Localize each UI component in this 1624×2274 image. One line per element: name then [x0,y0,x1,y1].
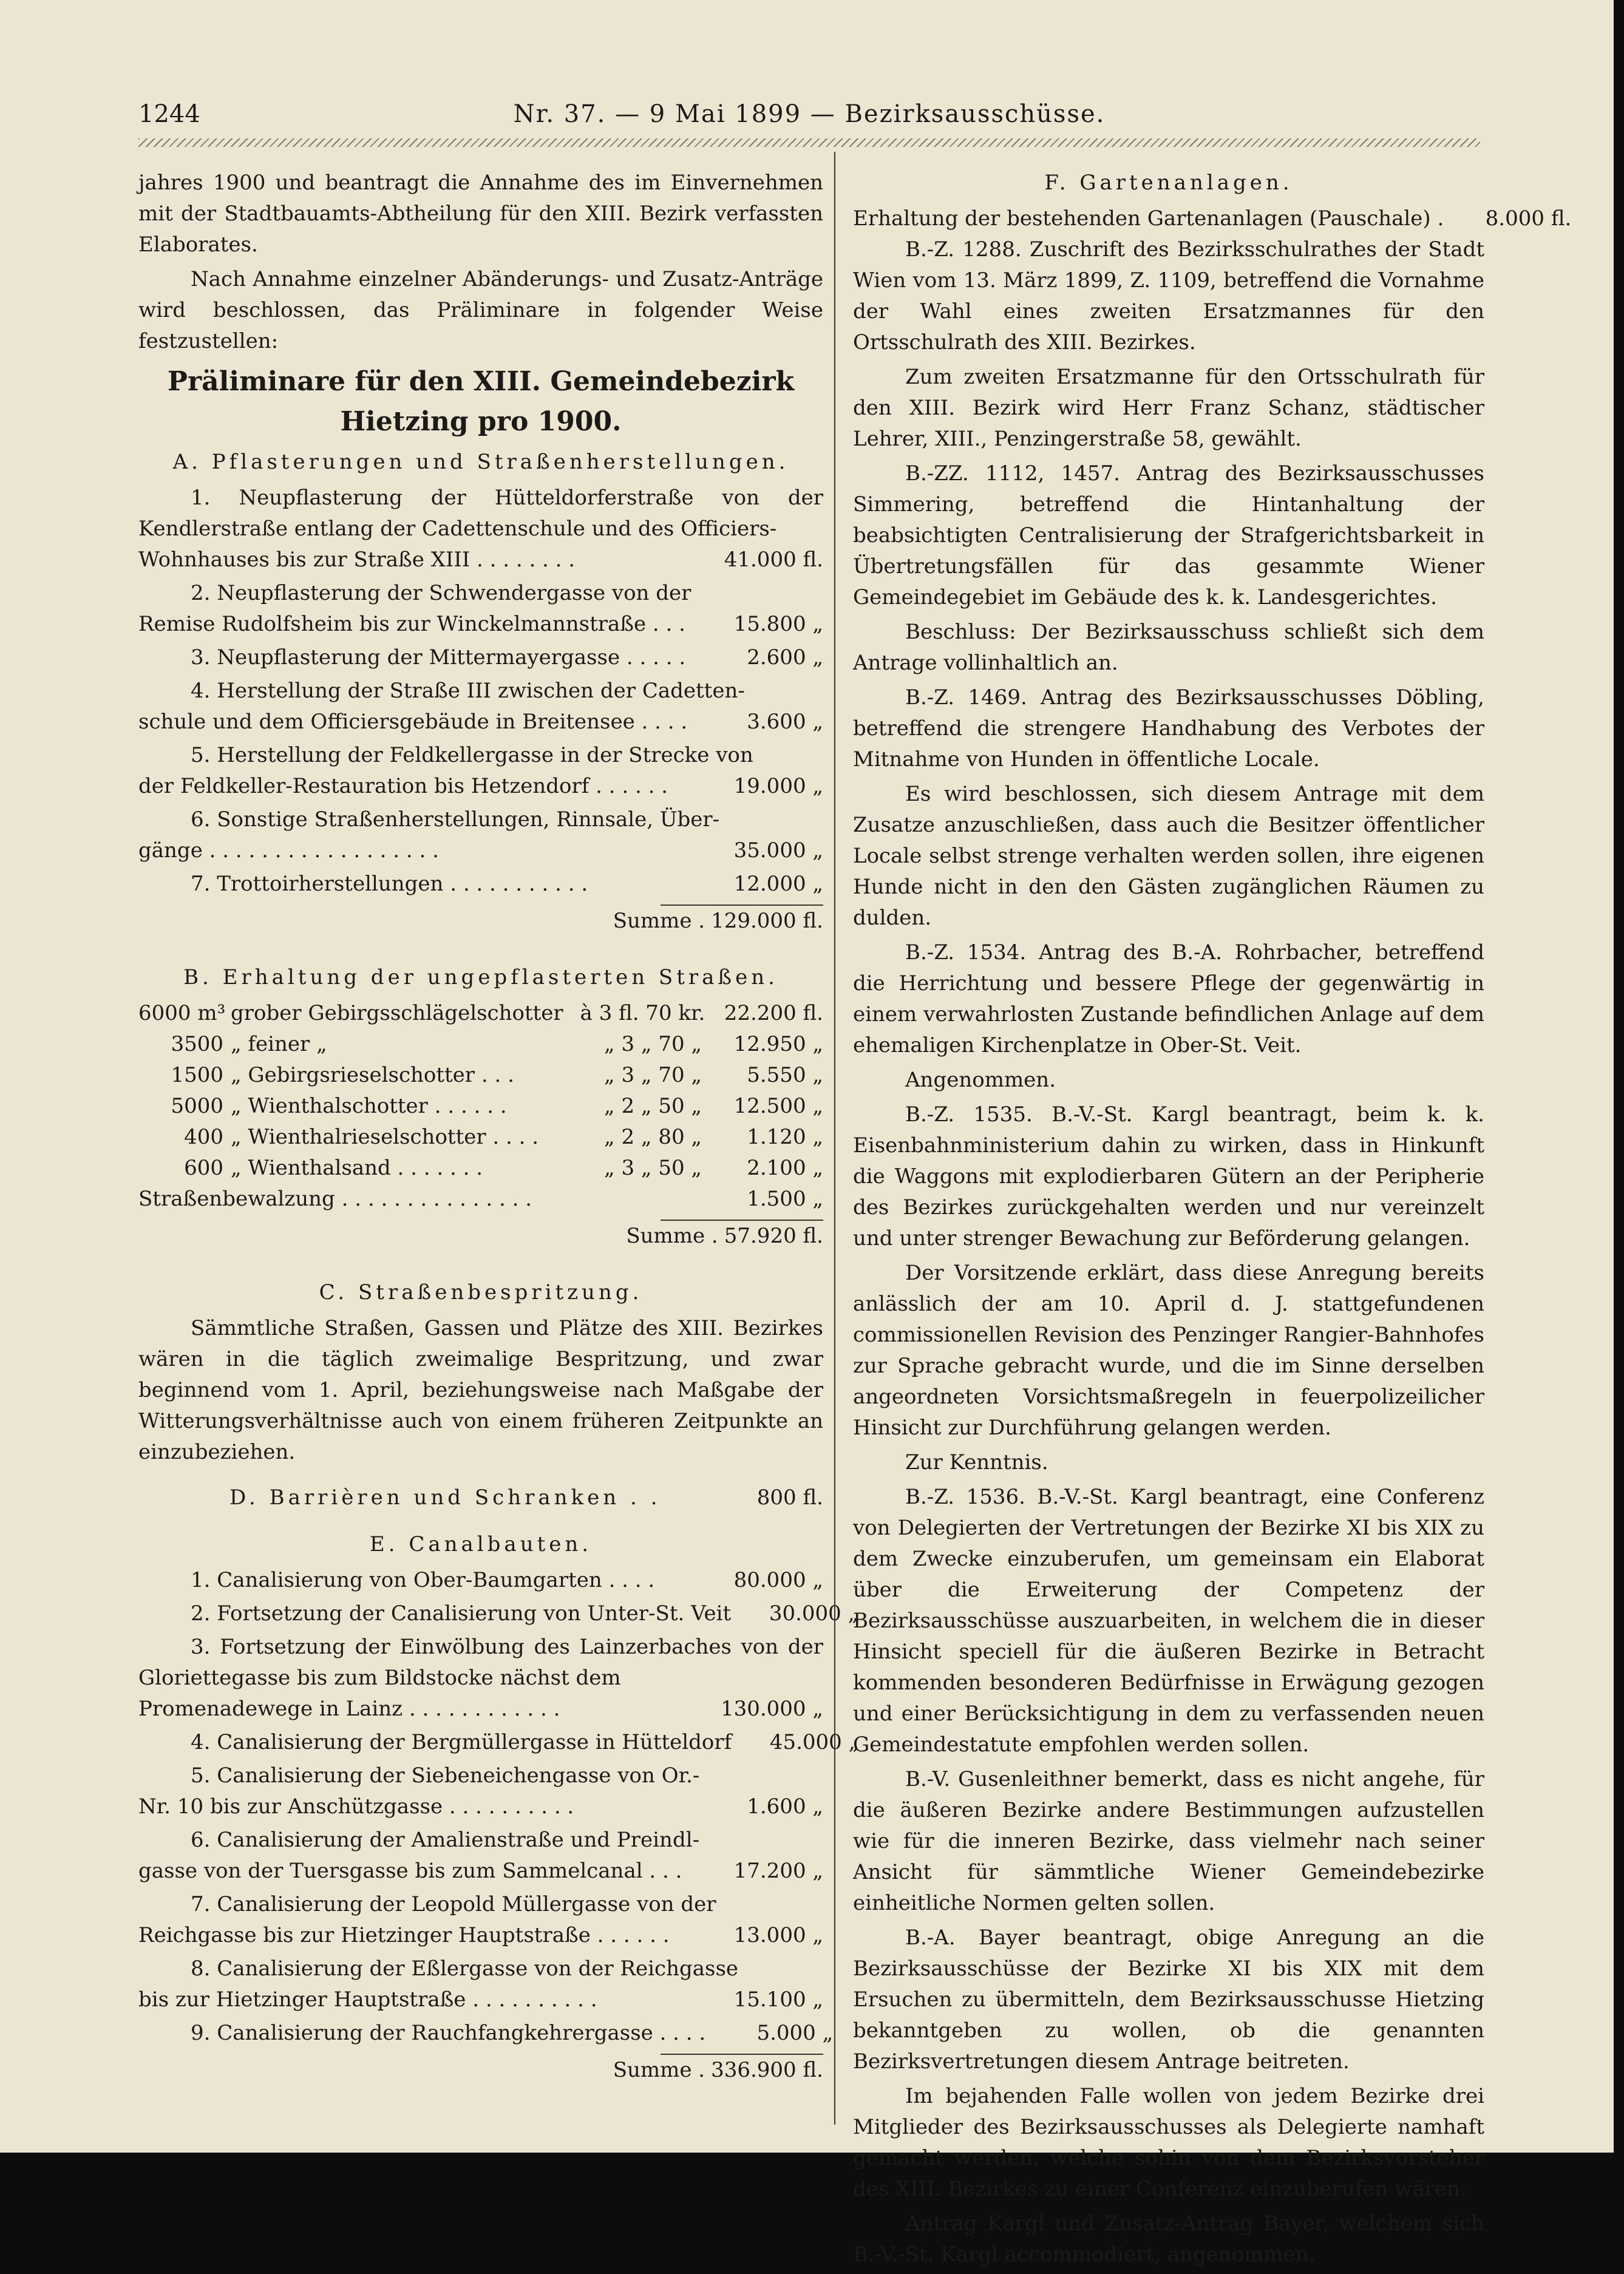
budget-item-amount: 35.000 „ [733,838,823,863]
gravel-material: „ Wienthalschotter . . . . . . [231,1094,507,1118]
minutes-paragraph: Zur Kenntnis. [905,1450,1048,1475]
budget-item-amount: 80.000 „ [733,1568,823,1592]
budget-item [138,483,823,575]
budget-item-amount: 15.100 „ [733,1987,823,2012]
budget-item-row [138,771,823,802]
budget-item-amount: 15.800 „ [733,612,823,636]
section-b-title: B. Erhaltung der ungepflasterten Straßen. [183,965,778,989]
gravel-row [138,1153,823,1184]
section-f-amount: 8.000 fl. [1485,206,1572,231]
gravel-row [138,1029,823,1060]
minutes-paragraph: B.-V. Gusenleithner bemerkt, dass es nicht angehe, für die äußeren Bezirke andere Bestimmungen aufzustellen wie für die inneren Bezirke, dass vielmehr nach seiner Ansicht für sämmtliche Wiener Gemeindebezirke einheitliche Normen gelten sollen. [853,1767,1484,1915]
gravel-quantity: 5000 [171,1094,223,1118]
gravel-amount: 22.200 fl. [724,1001,823,1025]
left-column [138,168,860,2086]
budget-item-row [138,642,823,673]
minutes-paragraph: B.-Z. 1534. Antrag des B.-A. Rohrbacher, betreffend die Herrichtung und bessere Pflege der gegenwärtig in einem verwahrlosten Zustande befindlichen Anlage auf dem ehemaligen Kirchenplatze in Ober-St. Veit. [853,940,1484,1057]
gravel-price: „ 2 „ 50 „ [604,1094,702,1118]
budget-item-text: der Feldkeller-Restauration bis Hetzendorf . . . . . . [138,774,668,798]
minutes-paragraph: B.-ZZ. 1112, 1457. Antrag des Bezirksausschusses Simmering, betreffend die Hintanhaltung der beabsichtigten Centralisierung der Strafgerichtsbarkeit in Übertretungsfällen für das gesammte Wiener Gemeindegebiet im Gebäude des k. k. Landesgerichtes. [853,461,1484,609]
minutes-paragraph: Zum zweiten Ersatzmanne für den Ortsschulrath für den XIII. Bezirk wird Herr Franz Schanz, städtischer Lehrer, XIII., Penzingerstraße 58, gewählt. [853,365,1484,451]
budget-item-text: Wohnhauses bis zur Straße XIII . . . . . . . . [138,548,576,572]
budget-item-text: bis zur Hietzinger Hauptstraße . . . . . . . . . . [138,1987,597,2012]
budget-item [138,578,823,640]
budget-item [138,869,823,900]
minutes-paragraph: B.-Z. 1469. Antrag des Bezirksausschusses Döbling, betreffend die strengere Handhabung des Verbotes der Mitnahme von Hunden in öffentliche Locale. [853,685,1484,772]
right-column [853,168,1572,2274]
minutes-paragraph: B.-Z. 1535. B.-V.-St. Kargl beantragt, beim k. k. Eisenbahnministerium dahin zu wirken, dass in Hinkunft die Waggons mit explodierbaren Gütern an der Peripherie des Bezirkes zurückgehalten werden und nur vereinzelt und unter strenger Bewachung zur Beförderung gelangen. [853,1102,1484,1251]
gravel-quantity: 1500 [171,1063,223,1087]
budget-item-row [138,2018,834,2049]
budget-item-amount: 5.000 „ [756,2021,834,2045]
budget-item-text: gasse von der Tuersgasse bis zum Sammelcanal . . . [138,1859,682,1883]
budget-item-amount: 2.600 „ [747,645,823,670]
right-paragraphs [853,234,1484,2270]
budget-item [138,1825,823,1887]
budget-item [138,804,823,866]
budget-item-row [138,1984,823,2015]
budget-item-text: 1. Neupflasterung der Hütteldorferstraße von der Kendlerstraße entlang der Cadettenschule und des Officiers- [138,486,823,541]
budget-item-text: 5. Herstellung der Feldkellergasse in der Strecke von [191,743,753,767]
budget-item-amount: 17.200 „ [733,1859,823,1883]
budget-item [138,642,823,673]
section-b-sum [138,1221,823,1252]
gravel-material: „ Gebirgsrieselschotter . . . [231,1063,514,1087]
budget-item-row [138,1791,823,1822]
gravel-price: „ 3 „ 70 „ [604,1063,702,1087]
budget-item-amount: 45.000 „ [769,1730,860,1754]
gravel-row [138,1091,823,1122]
budget-item-row [138,707,823,738]
gravel-price: à 3 fl. 70 kr. [580,1001,705,1025]
section-c-title: C. Straßenbespritzung. [319,1280,643,1305]
resolution-paragraph: Nach Annahme einzelner Abänderungs- und Zusatz-Anträge wird beschlossen, das Präliminare in folgender Weise festzustellen: [138,267,823,353]
minutes-paragraph: B.-A. Bayer beantragt, obige Anregung an die Bezirksausschüsse der Bezirke XI bis XIX mit dem Ersuchen zu übermitteln, dem Bezirksausschusse Hietzing bekanntgeben zu wollen, ob die genannten Bezirksvertretungen diesem Antrage beitreten. [853,1926,1484,2074]
gravel-quantity: 3500 [171,1032,223,1056]
budget-item-row [138,1565,823,1596]
budget-item [138,1760,823,1822]
gravel-amount: 12.500 „ [733,1094,823,1118]
budget-item-text: 9. Canalisierung der Rauchfangkehrergasse . . . . [191,2021,706,2045]
budget-item [138,1889,823,1951]
budget-item [138,1598,859,1629]
sum-label: Summe . [626,1224,718,1248]
budget-item-amount: 13.000 „ [733,1923,823,1947]
minutes-paragraph: Antrag Kargl und Zusatz-Antrag Bayer, welchem sich B.-V.-St. Kargl accommodiert, angenommen. [853,2211,1484,2267]
budget-item-row [138,1727,860,1758]
section-b-rows [138,998,823,1184]
budget-item [138,1565,823,1596]
gravel-amount: 5.550 „ [747,1063,823,1087]
gravel-material: „ Wienthalrieselschotter . . . . [231,1125,539,1149]
gravel-quantity: 400 [184,1125,223,1149]
budget-item-amount: 3.600 „ [747,710,823,734]
running-head: Nr. 37. — 9 Mai 1899 — Bezirksausschüsse. [513,100,1106,128]
gravel-row [138,1060,823,1091]
budget-item-amount: 30.000 „ [769,1601,859,1626]
gravel-amount: 2.100 „ [747,1156,823,1180]
budget-item-text: 3. Neupflasterung der Mittermayergasse . . . . . [191,645,686,670]
budget-item-row [138,1920,823,1951]
budget-item [138,676,823,738]
budget-item-text: 4. Canalisierung der Bergmüllergasse in Hütteldorf [191,1730,732,1754]
budget-item-text: gänge . . . . . . . . . . . . . . . . . . [138,838,439,863]
road-rolling-row [138,1184,823,1215]
section-a-title: A. Pflasterungen und Straßenherstellungen. [172,450,789,474]
section-f-title: F. Gartenanlagen. [1044,171,1293,195]
header-rule [138,138,1480,147]
minutes-paragraph: Es wird beschlossen, sich diesem Antrage mit dem Zusatze anzuschließen, dass auch die Besitzer öffentlicher Locale selbst strenge verhalten werden sollen, ihre eigenen Hunde nicht in den den Gästen zugänglichen Räumen zu dulden. [853,782,1484,930]
budget-item-text: 7. Trottoirherstellungen . . . . . . . . . . . [191,872,588,896]
gravel-amount: 1.120 „ [747,1125,823,1149]
budget-item-text: 6. Sonstige Straßenherstellungen, Rinnsale, Über- [191,807,720,832]
section-d-amount: 800 fl. [756,1485,823,1510]
budget-item-amount: 19.000 „ [733,774,823,798]
budget-item-text: 5. Canalisierung der Siebeneichengasse von Or.- [191,1763,700,1788]
intro-paragraph: jahres 1900 und beantragt die Annahme des im Einvernehmen mit der Stadtbauamts-Abtheilung für den XIII. Bezirk verfassten Elaborates. [138,171,823,257]
budget-item-text: Nr. 10 bis zur Anschützgasse . . . . . . . . . . [138,1794,574,1819]
road-rolling-label: Straßenbewalzung . . . . . . . . . . . . . . . [138,1187,532,1211]
budget-item-text: 8. Canalisierung der Eßlergasse von der Reichgasse [191,1957,739,1981]
gravel-quantity: 6000 m³ [138,1001,226,1025]
section-a-items [138,483,823,900]
budget-item-amount: 41.000 fl. [724,548,823,572]
minutes-paragraph: B.-Z. 1288. Zuschrift des Bezirksschulrathes der Stadt Wien vom 13. März 1899, Z. 1109, betreffend die Vornahme der Wahl eines zweiten Ersatzmannes für den Ortsschulrath des XIII. Bezirkes. [853,237,1484,355]
sum-label: Summe . [613,2058,705,2082]
gravel-material: grober Gebirgsschlägelschotter [231,1001,563,1025]
budget-item-row [138,1694,823,1725]
budget-item [138,1632,823,1725]
budget-item-amount: 130.000 „ [720,1697,823,1721]
budget-item-amount: 12.000 „ [733,872,823,896]
section-f-label: Erhaltung der bestehenden Gartenanlagen (Pauschale) . [853,206,1444,231]
budget-item-row [138,1856,823,1887]
budget-item-row [138,869,823,900]
budget-title: Präliminare für den XIII. Gemeindebezirk Hietzing pro 1900. [167,366,795,437]
sum-label: Summe . [613,909,705,933]
section-c-text: Sämmtliche Straßen, Gassen und Plätze des XIII. Bezirkes wären in die täglich zweimalige Bespritzung, und zwar beginnend vom 1. April, beziehungsweise nach Maßgabe der Witterungsverhältnisse auch von einem früheren Zeitpunkte an einzubeziehen. [138,1316,823,1464]
gravel-price: „ 2 „ 80 „ [604,1125,702,1149]
budget-item-text: 4. Herstellung der Straße III zwischen der Cadetten- [191,679,745,703]
budget-item-row [138,1598,859,1629]
gravel-quantity: 600 [184,1156,223,1180]
budget-item-text: 6. Canalisierung der Amalienstraße und Preindl- [191,1828,700,1852]
budget-item-text: 1. Canalisierung von Ober-Baumgarten . . . . [191,1568,655,1592]
section-d-row [138,1482,823,1513]
budget-item-text: 2. Neupflasterung der Schwendergasse von der [191,581,691,605]
budget-item-text: Reichgasse bis zur Hietzinger Hauptstraße . . . . . . [138,1923,670,1947]
budget-item-text: Promenadewege in Lainz . . . . . . . . . . . . [138,1697,560,1721]
minutes-paragraph: Der Vorsitzende erklärt, dass diese Anregung bereits anlässlich der am 10. April d. J. stattgefundenen commissionellen Revision des Penzinger Rangier-Bahnhofes zur Sprache gebracht wurde, und die im Sinne derselben angeordneten Vorsichtsmaßregeln in feuerpolizeilicher Hinsicht zur Durchführung gelangen werden. [853,1261,1484,1440]
page-header [138,100,1480,137]
road-rolling-amount: 1.500 „ [747,1187,823,1211]
minutes-paragraph: Angenommen. [905,1068,1056,1092]
sum-value: 57.920 fl. [724,1224,823,1248]
budget-item [138,740,823,802]
gravel-price: „ 3 „ 50 „ [604,1156,702,1180]
budget-item [138,1953,823,2015]
sum-value: 129.000 fl. [711,909,823,933]
page-number: 1244 [138,100,200,128]
minutes-paragraph: Im bejahenden Falle wollen von jedem Bezirke drei Mitglieder des Bezirksausschusses als Delegierte namhaft gemacht werden, welche sohin von dem Bezirksvorsteher des XIII. Bezirkes zu einer Conferenz einzuberufen wären. [853,2084,1484,2201]
gravel-amount: 12.950 „ [733,1032,823,1056]
budget-item [138,2018,834,2049]
gravel-material: „ Wienthalsand . . . . . . . [231,1156,483,1180]
gravel-row [138,1122,823,1153]
section-e-sum [138,2055,823,2086]
gravel-price: „ 3 „ 70 „ [604,1032,702,1056]
budget-item-row [138,609,823,640]
section-d-label: D. Barrièren und Schranken . . [229,1485,661,1510]
sum-value: 336.900 fl. [711,2058,823,2082]
budget-item-text: Remise Rudolfsheim bis zur Winckelmannstraße . . . [138,612,685,636]
budget-item-amount: 1.600 „ [747,1794,823,1819]
minutes-paragraph: B.-Z. 1536. B.-V.-St. Kargl beantragt, eine Conferenz von Delegierten der Vertretungen der Bezirke XI bis XIX zu dem Zwecke einzuberufen, um gemeinsam ein Elaborat über die Erweiterung der Competenz der Bezirksausschüsse auszuarbeiten, in welchem die in dieser Hinsicht speciell für die äußeren Bezirke in Betracht kommenden besonderen Bedürfnisse in Erwägung gezogen und einer Berücksichtigung in dem zu verfassenden neuen Gemeindestatute empfohlen werden sollen. [853,1485,1484,1757]
section-f-row [853,203,1572,234]
section-e-items [138,1565,860,2049]
budget-item-row [138,545,823,575]
budget-item-text: 2. Fortsetzung der Canalisierung von Unter-St. Veit [191,1601,732,1626]
gravel-material: „ feiner „ [231,1032,327,1056]
budget-item-text: 3. Fortsetzung der Einwölbung des Lainzerbaches von der Gloriettegasse bis zum Bildstocke nächst dem [138,1635,823,1690]
budget-item-row [138,835,823,866]
column-divider [834,152,835,2125]
budget-item [138,1727,860,1758]
gravel-row [138,998,823,1029]
budget-item-text: schule und dem Officiersgebäude in Breitensee . . . . [138,710,688,734]
budget-item-text: 7. Canalisierung der Leopold Müllergasse von der [191,1892,716,1916]
minutes-paragraph: Beschluss: Der Bezirksausschuss schließt sich dem Antrage vollinhaltlich an. [853,620,1484,675]
section-e-title: E. Canalbauten. [369,1532,593,1556]
section-a-sum [138,906,823,937]
